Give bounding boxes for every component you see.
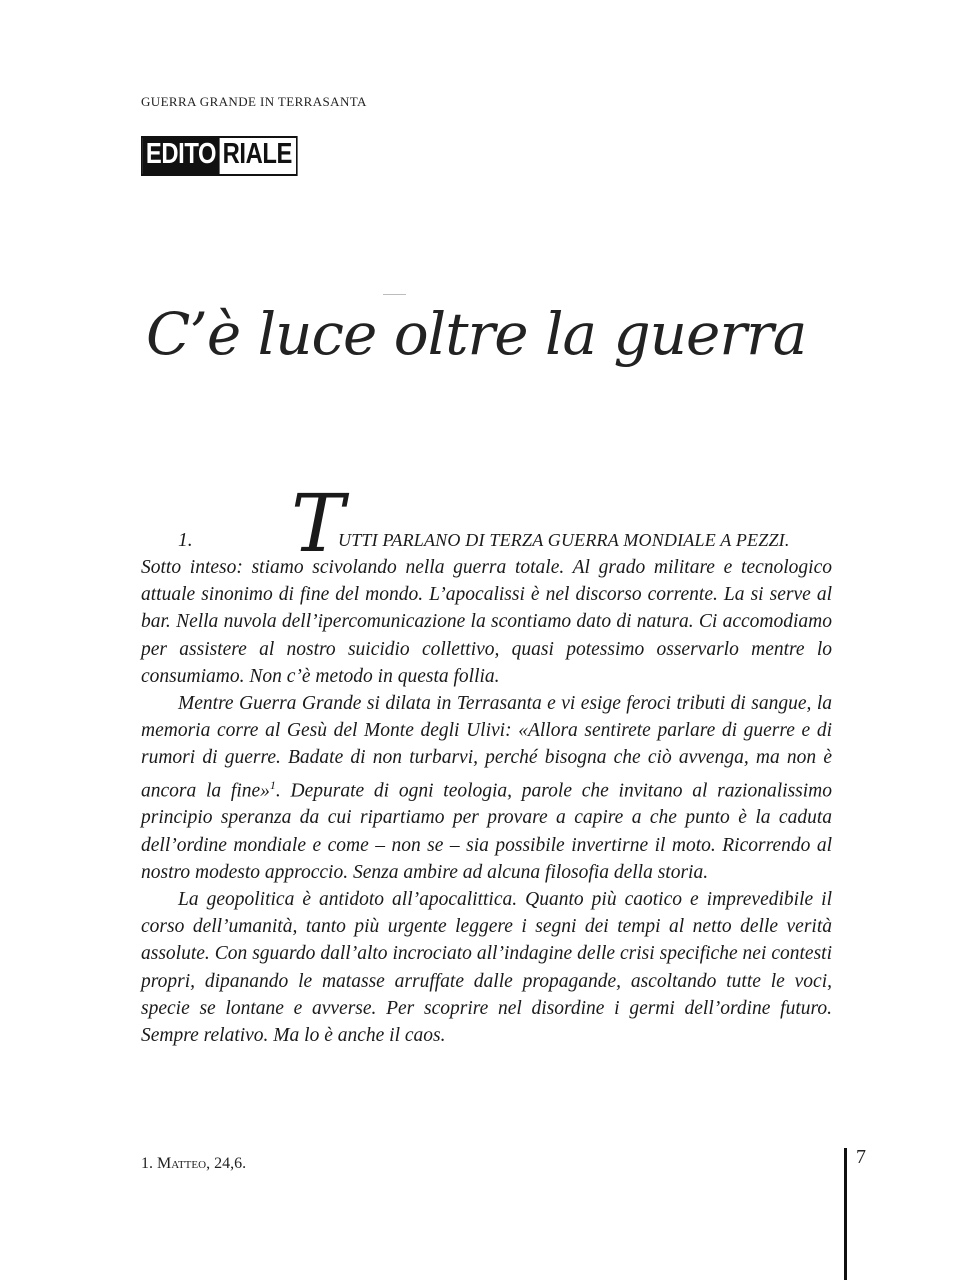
footnote-ref-text: , 24,6. <box>206 1155 247 1172</box>
section-logo-part1: EDITO <box>143 138 220 174</box>
running-head: GUERRA GRANDE IN TERRASANTA <box>141 94 367 109</box>
section-number: 1. <box>178 530 193 551</box>
paragraph-2-text-a: Mentre Guerra Grande si dilata in Terrasanta e vi esige feroci tributi di sangue, la memoria corre al Gesù del Monte degli Ulivi: «Allora sentirete parlare di guerre e di rumori di guerre. Badate di non turbarvi, perché bisogna che ciò avvenga, ma non è ancora la fine» <box>141 693 832 802</box>
page-number: 7 <box>856 1146 866 1168</box>
paragraph-2-text-b: . Depurate di ogni teologia, parole che invitano al razionalissimo principio speranza da cui ripartiamo per provare a capire a che punto è la caduta dell’ordine mondiale e come – non se – sia possibile invertirne il moto. Ricorrendo al nostro modesto approccio. Senza ambire ad alcuna filosofia della storia. <box>141 780 832 883</box>
title-rule <box>383 294 406 295</box>
paragraph-1: Sotto inteso: stiamo scivolando nella guerra totale. Al grado militare e tecnologico attuale sinonimo di fine del mondo. L’apocalissi è nel discorso corrente. La si serve al bar. Nella nuvola dell’ipercomunicazione la scontiamo dato di natura. Ci accomodiamo per assistere al nostro suicidio collettivo, quasi potessimo osservarlo mentre lo consumiamo. Non c’è metodo in questa follia. <box>141 557 832 687</box>
footnote <box>141 1155 246 1173</box>
paragraph-2 <box>141 690 832 886</box>
first-line <box>141 477 832 570</box>
section-logo <box>141 136 298 176</box>
footnote-source: Matteo <box>157 1155 207 1172</box>
footnote-number: 1. <box>141 1155 153 1172</box>
folio-rule <box>844 1148 847 1280</box>
lead-in: UTTI PARLANO DI TERZA GUERRA MONDIALE A PEZZI. <box>338 530 790 550</box>
footnote-ref: 1 <box>269 777 276 792</box>
drop-cap: T <box>291 477 345 570</box>
article-body <box>141 477 832 1049</box>
section-logo-part2: RIALE <box>219 138 296 174</box>
article-title: C’è luce oltre la guerra <box>146 300 807 368</box>
paragraph-3: La geopolitica è antidoto all’apocalittica. Quanto più caotico e imprevedibile il corso dell’umanità, tanto più urgente leggere i segni dei tempi al netto delle verità assolute. Con sguardo dall’alto incrociato all’indagine delle crisi specifiche nei contesti propri, dipanando le matasse arruffate dalle propagande, ascoltando tutte le voci, specie se lontane e avverse. Per scoprire nel disordine i germi dell’ordine futuro. Sempre relativo. Ma lo è anche il caos. <box>141 888 832 1046</box>
